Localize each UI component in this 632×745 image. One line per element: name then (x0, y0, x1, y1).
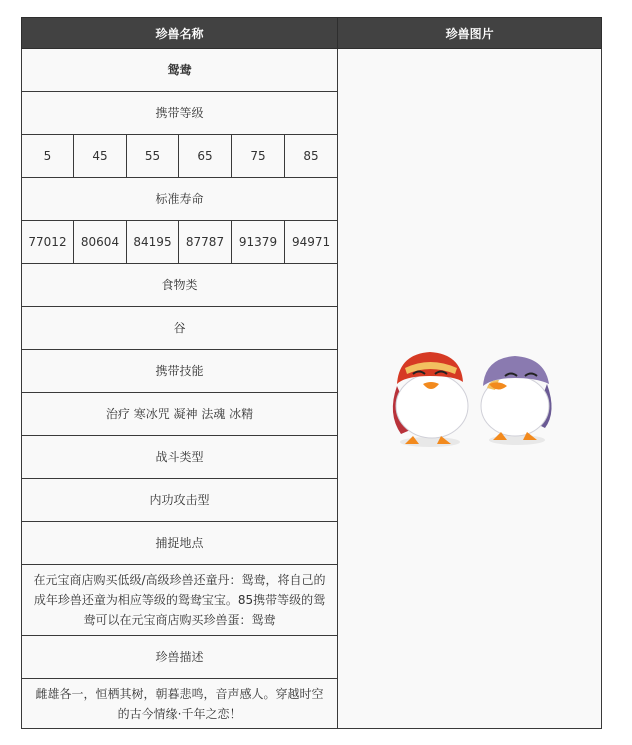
pet-info-table (21, 17, 602, 729)
table-row (22, 49, 602, 92)
carry-level-value: 5 (22, 135, 74, 178)
lifespan-value: 91379 (232, 221, 285, 264)
header-row (22, 18, 602, 49)
carry-level-label: 携带等级 (22, 92, 338, 135)
food-value: 谷 (22, 307, 338, 350)
carry-level-value: 65 (179, 135, 232, 178)
header-image-column: 珍兽图片 (338, 18, 602, 49)
female-duck-icon (481, 356, 552, 445)
combat-type-label: 战斗类型 (22, 436, 338, 479)
pet-image-cell (338, 49, 602, 729)
mandarin-duck-pair-icon (375, 324, 565, 454)
carry-level-value: 55 (127, 135, 179, 178)
pet-name: 鸳鸯 (22, 49, 338, 92)
skills-label: 携带技能 (22, 350, 338, 393)
carry-level-value: 45 (74, 135, 127, 178)
lifespan-value: 80604 (74, 221, 127, 264)
capture-text: 在元宝商店购买低级/高级珍兽还童丹：鸳鸯，将自己的成年珍兽还童为相应等级的鸳鸯宝宝。85携带等级的鸳鸯可以在元宝商店购买珍兽蛋：鸳鸯 (22, 565, 338, 636)
food-label: 食物类 (22, 264, 338, 307)
combat-type-value: 内功攻击型 (22, 479, 338, 522)
header-name-column: 珍兽名称 (22, 18, 338, 49)
lifespan-value: 94971 (285, 221, 338, 264)
pet-info-table-wrapper (21, 17, 601, 729)
lifespan-value: 77012 (22, 221, 74, 264)
male-duck-icon (392, 352, 467, 447)
lifespan-label: 标准寿命 (22, 178, 338, 221)
desc-text: 雌雄各一，恒栖其树，朝暮悲鸣，音声感人。穿越时空的古今情缘·千年之恋！ (22, 679, 338, 729)
lifespan-value: 87787 (179, 221, 232, 264)
carry-level-value: 75 (232, 135, 285, 178)
lifespan-value: 84195 (127, 221, 179, 264)
capture-label: 捕捉地点 (22, 522, 338, 565)
carry-level-value: 85 (285, 135, 338, 178)
desc-label: 珍兽描述 (22, 636, 338, 679)
skills-value: 治疗 寒冰咒 凝神 法魂 冰精 (22, 393, 338, 436)
